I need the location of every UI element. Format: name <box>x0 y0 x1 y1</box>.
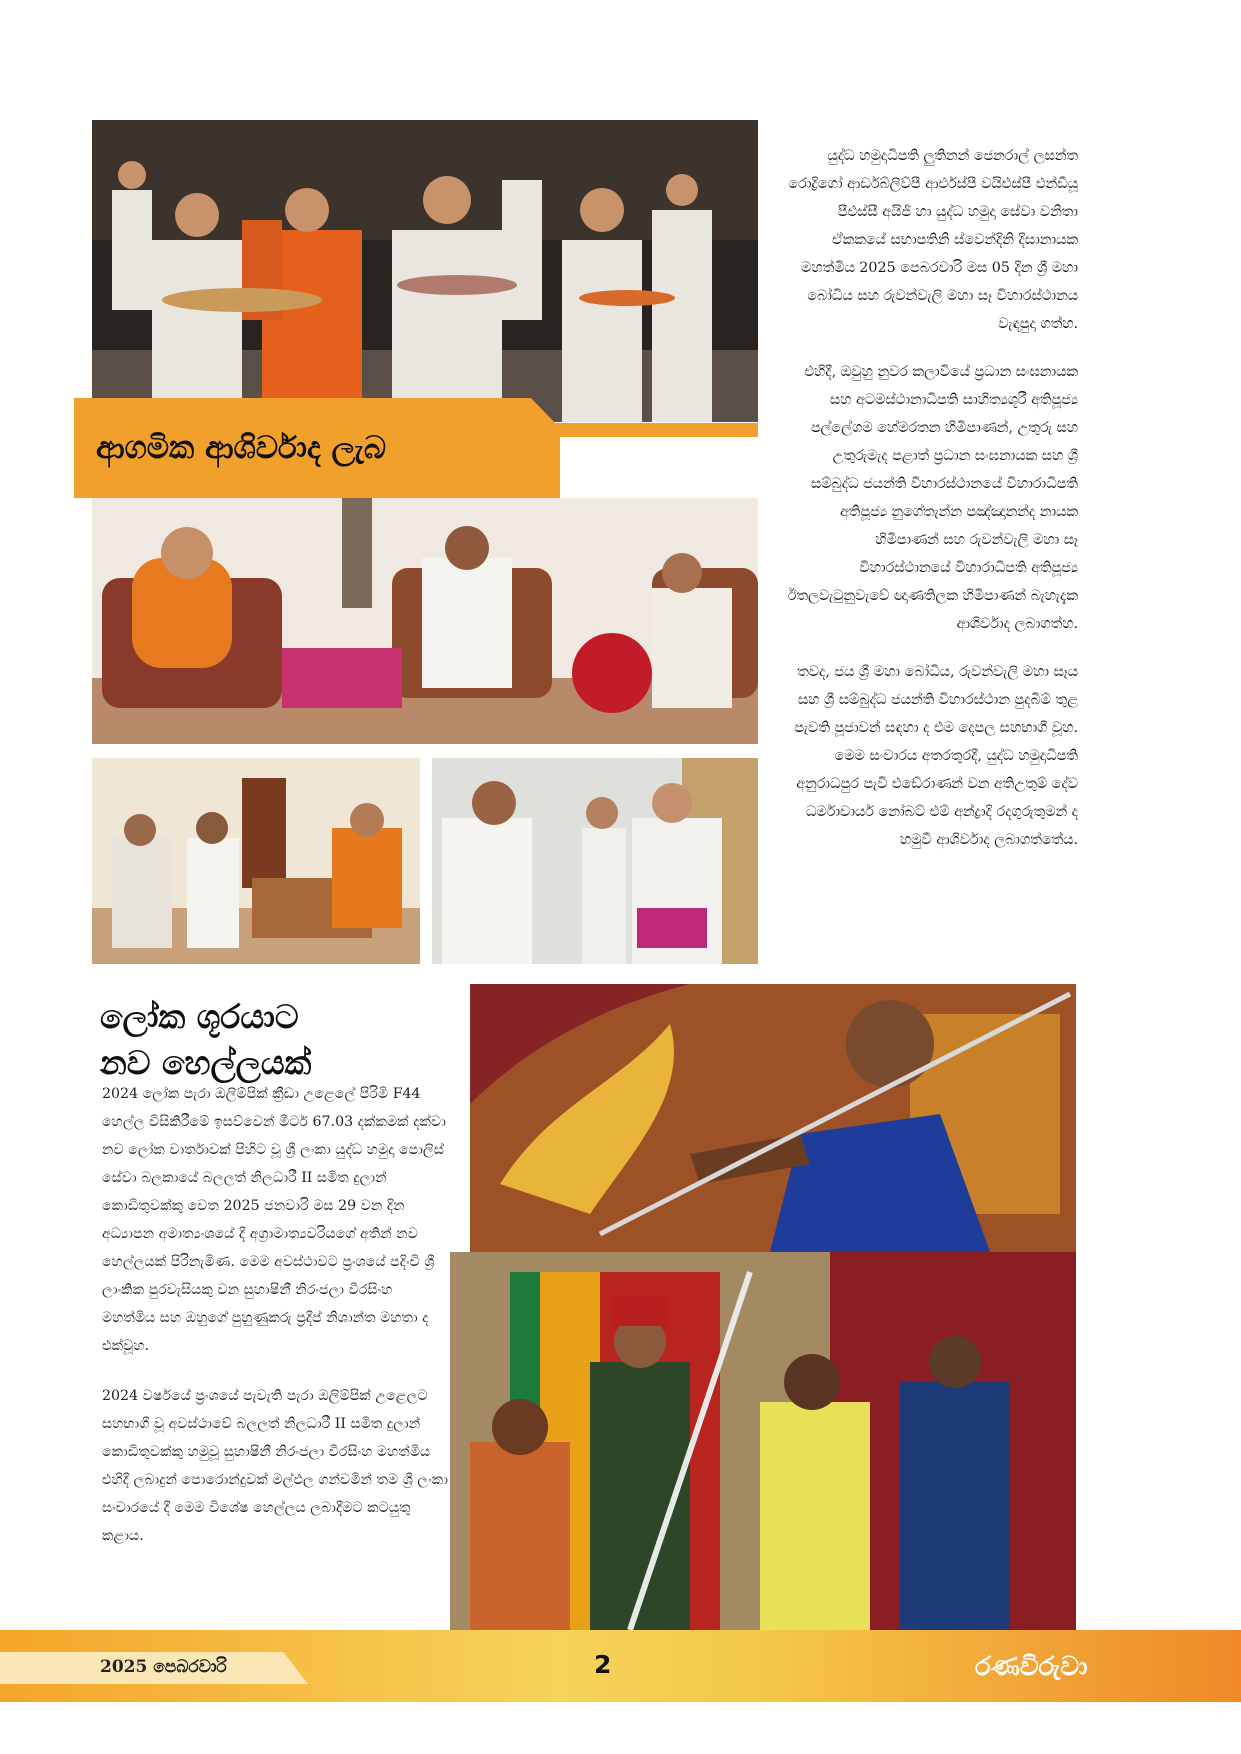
section2-heading-line: නව හෙල්ලයක් <box>100 1043 312 1082</box>
section2-heading-line: ලෝක ශූරයාට <box>100 997 299 1036</box>
brand-logo: රණවිරුවා <box>975 1652 1088 1682</box>
paragraph: 2024 වර්ෂයේ ප්‍රංශයේ පැවැති පැරා ඔලිම්පික් උළෙලට සහභාගී වූ අවස්ථාවේ බලලත් නිලධාරී II සමිත දුලාන් කොඩිතුවක්කු හමුවූ සුහාෂිනී නිරංජලා වීරසිංහ මහත්මිය එහිදී ලබාදුන් පොරොන්දුවක් මල්ඵල ගන්වමින් තම ශ්‍රී ලංකා සංචාරයේ දී මෙම විශේෂ හෙල්ලය ලබාදීමට කටයුතු කළාය. <box>102 1388 448 1544</box>
photo-javelin-presentation <box>450 1252 1076 1630</box>
issue-date: 2025 පෙබරවාරි <box>100 1657 227 1677</box>
photo-bishop-meeting <box>432 758 758 964</box>
paragraph: 2024 ලෝක පැරා ඔලිම්පික් ක්‍රීඩා උළෙලේ පිරිමි F44 හෙල්ල විසිකිරීමේ ඉසව්වෙන් මීටර් 67.03 දක්කමක් දක්වා නව ලෝක වාර්තාවක් පිහිට වූ ශ්‍රී ලංකා යුද්ධ හමුදා පොලිස් සේවා බලකායේ බලලත් නිලධාරී II සමිත දුලාන් කොඩිතුවක්කු වෙත 2025 ජනවාරි මස 29 වන දින අධ්‍යාපන අමාත්‍යංශයේ දී අග්‍රාමාත්‍යවරියගේ අතින් නව හෙල්ලයක් පිරිනැමිණ. මෙම අවස්ථාවට ප්‍රංශයේ පදිංචි ශ්‍රී ලාංකික පුරවැසියකු වන සුහාෂිනී නිරංජලා වීරසිංහ මහත්මිය සහ ඔහුගේ පුහුණුකරු ප්‍රදීප් නිශාන්ත මහතා ද එක්වූහ. <box>102 1086 446 1354</box>
section2-article <box>102 1080 450 1572</box>
paragraph: එහිදී, ඔවුහු නුවර කලාවියේ ප්‍රධාන සංඝනායක සහ අටමස්ථානාධිපති සාහිත්‍යශූරී අතිපූජ්‍ය පල්ලේගම හේමරතන හිමිපාණන්, උතුරු සහ උතුරුමැද පළාත් ප්‍රධාන සංඝනායක සහ ශ්‍රී සම්බුද්ධ ජයන්ති විහාරස්ථානයේ විහාරාධිපති අතිපූජ්‍ය නුගේතැන්න පඤ්ඤානන්ද නායක හිමිපාණන් සහ රුවන්වැලි මහා සෑ විහාරස්ථානයේ විහාරාධිපති අතිපූජ්‍ය ඊතලවැටුනුවැවේ ඥාණතිලක හිමිපාණන් බැහැදැක ආශිර්වාද ලබාගත්හ. <box>787 364 1078 632</box>
page-number: 2 <box>594 1650 612 1679</box>
section-heading: ආගමික ආශිර්වාද ලැබ <box>96 430 386 466</box>
photo-procession <box>92 120 758 422</box>
photo-monk-desk <box>92 758 420 964</box>
paragraph: තවද, ජය ශ්‍රී මහා බෝධිය, රුවන්වැලි මහා සෑය සහ ශ්‍රී සම්බුද්ධ ජයන්ති විහාරස්ථාන පුදබිම් තුළ පැවති පූජාවන් සඳහා ද එම දෙපල සහභාගී වූහ. මෙම සංචාරය අතරතුරදී, යුද්ධ හමුදාධිපති අනුරාධපුර පැවි එඩේරාණන් වන අතිඋතුම් දේව ධර්මාචාර්ය නෝබට් එම් අන්ද්‍රාදි රදගුරුතුමන් ද හමුවී ආශිර්වාද ලබාගත්තේය. <box>794 664 1078 848</box>
photo-javelin-athlete <box>470 984 1076 1252</box>
paragraph: යුද්ධ හමුදාධිපති ලුතිනන් ජෙනරාල් ලසන්ත රොද්‍රිගෝ ආර්ඩබ්ලිව්පී ආර්එස්පී වයිඑස්පී එන්ඩීයූ පීඑස්සී අයිජී හා යුද්ධ හමුදා සේවා වනිතා ඒකකයේ සභාපතිනි ස්වෙන්දිනි දිසානායක මහත්මිය 2025 පෙබරවාරි මස 05 දින ශ්‍රී මහා බෝධිය සහ රුවන්වැලි මහා සෑ විහාරස්ථානය වැඳපුදා ගත්හ. <box>788 148 1078 332</box>
photo-monk-visit <box>92 498 758 744</box>
section2-heading <box>100 994 311 1086</box>
article-column <box>786 142 1078 874</box>
